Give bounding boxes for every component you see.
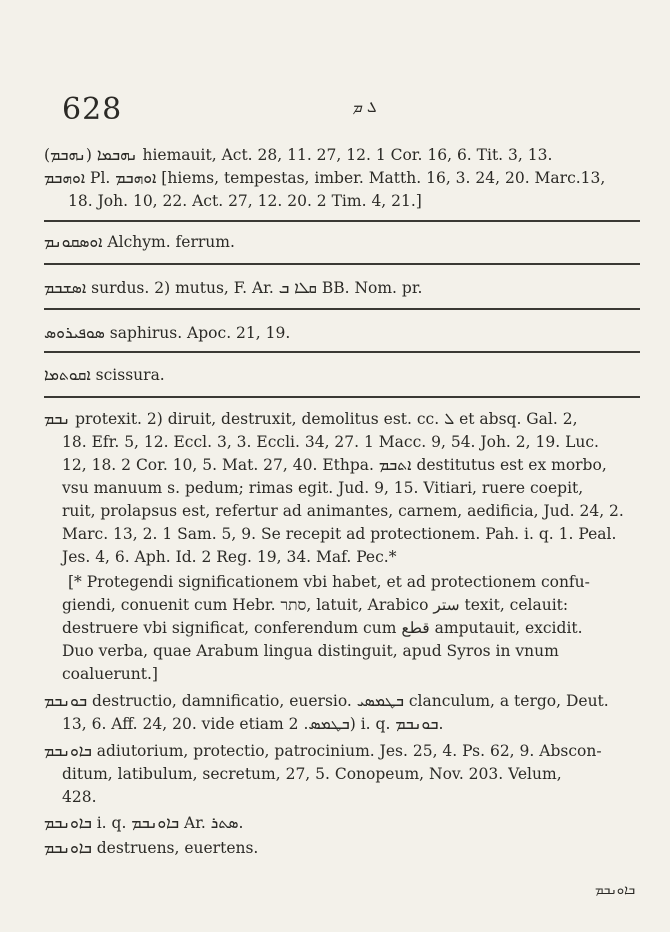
entry-line: 428. [62,788,97,806]
catchword: ܒܐܘܢܒܡ [595,883,636,898]
entry-destruens [44,837,644,860]
note-line: giendi, conuenit cum Hebr. סתר, latuit, Arabico ستر texit, celauit: [62,596,569,614]
note-line: destruere vbi significat, conferendum cum قطع amputauit, excidit. [62,619,583,637]
entry-line: ܣܘܦܝܪܘܣ saphirus. Apoc. 21, 19. [44,324,291,342]
entry-hiemauit [44,144,644,213]
note-line: Duo verba, quae Arabum lingua distinguit, apud Syros in vnum [62,642,559,660]
entry-divider [44,308,640,310]
entry-scissura [44,364,644,387]
entry-divider [44,351,640,353]
entry-divider [44,220,640,222]
entry-saphirus [44,322,644,345]
entry-alchym [44,231,644,254]
entry-line: 18. Joh. 10, 22. Act. 27, 12. 20. 2 Tim. 4, 21.] [68,192,422,210]
entry-divider [44,396,640,398]
entry-line: ܢܒܡ protexit. 2) diruit, destruxit, demolitus est. cc. ܠ et absq. Gal. 2, [44,410,578,428]
entry-line: ruit, prolapsus est, refertur ad animantes, carnem, aedificia, Jud. 24, 2. [62,502,624,520]
page-number: 628 [62,92,123,127]
entry-line: ܒܘܢܒܡ destructio, damnificatio, euersio. ܒܛܡܣܝ clanculum, a tergo, Deut. [44,692,609,710]
entry-line: ditum, latibulum, secretum, 27, 5. Conopeum, Nov. 203. Velum, [62,765,562,783]
entry-line: 13, 6. Aff. 24, 20. vide etiam ܒܛܡܣ. 2) i. q. ܒܘܢܒܡ. [62,715,444,733]
note-line: [* Protegendi significationem vbi habet, et ad protectionem confu- [68,573,590,591]
entry-destructio [44,690,644,736]
entry-surdus [44,277,644,300]
bracket-note [44,571,644,686]
entry-line: Marc. 13, 2. 1 Sam. 5, 9. Se recepit ad protectionem. Pah. i. q. 1. Peal. [62,525,617,543]
entry-line: (ܢܗܒܡ) ܢܗܒܡܐ hiemauit, Act. 28, 11. 27, 12. 1 Cor. 16, 6. Tit. 3, 13. [44,146,553,164]
entry-line: 18. Efr. 5, 12. Eccl. 3, 3. Eccli. 34, 27. 1 Macc. 9, 54. Joh. 2, 19. Luc. [62,433,599,451]
entry-protexit [44,408,644,569]
entry-line: vsu manuum s. pedum; rimas egit. Jud. 9, 15. Vitiari, ruere coepit, [62,479,584,497]
note-line: coaluerunt.] [62,665,158,683]
entry-line: ܒܐܘܢܒܡ i. q. ܒܐܘܢܒܡ Ar. ܣܬܪ. [44,814,244,832]
entry-divider [44,263,640,265]
entry-line: ܒܐܘܢܒܡ adiutorium, protectio, patrocinium. Jes. 25, 4. Ps. 62, 9. Abscon- [44,742,602,760]
running-head: ܠ ܡ [352,98,377,116]
entry-line: ܐܩܘܬܡܐ scissura. [44,366,165,384]
entry-line: ܐܣܫܒܡ surdus. 2) mutus, F. Ar. ܩܠܐ ܒ BB. Nom. pr. [44,279,423,297]
entry-line: ܐܘܗܒܡ Pl. ܐܘܗܒܡ [hiems, tempestas, imber. Matth. 16, 3. 24, 20. Marc.13, [44,169,606,187]
entry-line: ܒܐܘܢܒܡ destruens, euertens. [44,839,259,857]
entry-adiutorium [44,740,644,809]
entry-line: ܐܘܣܩܘܢܡ Alchym. ferrum. [44,233,235,251]
entry-line: Jes. 4, 6. Aph. Id. 2 Reg. 19, 34. Maf. Pec.* [62,548,397,566]
entry-iq [44,812,644,835]
entry-line: 12, 18. 2 Cor. 10, 5. Mat. 27, 40. Ethpa. ܐܬܒܡ destitutus est ex morbo, [62,456,607,474]
